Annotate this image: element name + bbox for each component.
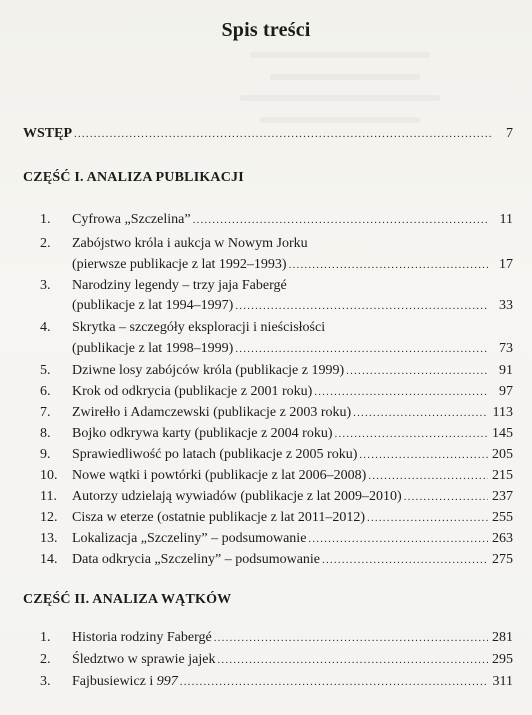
dot-leader — [314, 382, 488, 402]
page-number: 295 — [492, 652, 513, 667]
dot-leader — [214, 628, 488, 648]
bleed-through-mark — [260, 117, 420, 123]
dot-leader — [346, 361, 488, 381]
page-number: 11 — [499, 212, 513, 227]
toc-item[interactable] — [40, 403, 513, 423]
item-title: Cisza w eterze (ostatnie publikacje z lat 2011–2012) — [72, 510, 365, 525]
dot-leader — [308, 529, 488, 549]
toc-title: Spis treści — [221, 19, 311, 41]
toc-item[interactable] — [40, 628, 513, 648]
dot-leader — [74, 124, 492, 144]
item-title: Zwirełło i Adamczewski (publikacje z 2003 roku) — [72, 405, 352, 420]
toc-item[interactable] — [40, 382, 513, 402]
part2-heading: CZĘŚĆ II. ANALIZA WĄTKÓW — [23, 592, 232, 607]
item-title: Narodziny legendy – trzy jaja Fabergé — [72, 278, 287, 293]
item-number: 4. — [40, 320, 51, 335]
page-number: 215 — [492, 468, 513, 483]
page-number: 311 — [492, 674, 513, 689]
bleed-through-mark — [270, 74, 420, 80]
dot-leader — [180, 672, 488, 692]
item-number: 3. — [40, 278, 51, 293]
item-number: 1. — [40, 212, 51, 227]
toc-item-continuation[interactable] — [40, 296, 513, 316]
dot-leader — [353, 403, 488, 423]
item-title: Lokalizacja „Szczeliny” – podsumowanie — [72, 531, 307, 546]
entry-label: WSTĘP — [23, 126, 73, 141]
toc-item[interactable] — [40, 445, 513, 465]
item-number: 10. — [40, 468, 58, 483]
page-number: 237 — [492, 489, 513, 504]
toc-entry-intro[interactable] — [23, 124, 513, 144]
item-title — [72, 672, 178, 692]
page-number: 91 — [499, 363, 513, 378]
item-number: 3. — [40, 674, 51, 689]
item-title-italic: 997 — [156, 674, 178, 689]
item-number: 8. — [40, 426, 51, 441]
bleed-through-mark — [250, 52, 430, 58]
toc-item[interactable] — [40, 361, 513, 381]
item-number: 9. — [40, 447, 51, 462]
toc-item[interactable] — [40, 318, 513, 338]
page-number: 7 — [506, 126, 513, 141]
dot-leader — [235, 339, 488, 359]
item-number: 14. — [40, 552, 58, 567]
toc-item-continuation[interactable] — [40, 339, 513, 359]
item-number: 2. — [40, 652, 51, 667]
dot-leader — [367, 508, 488, 528]
bleed-through-mark — [240, 95, 440, 101]
dot-leader — [359, 445, 488, 465]
item-title-line2: (publikacje z lat 1998–1999) — [72, 341, 234, 356]
toc-item-continuation[interactable] — [40, 255, 513, 275]
page-number: 205 — [492, 447, 513, 462]
item-title: Zabójstwo króla i aukcja w Nowym Jorku — [72, 236, 308, 251]
toc-item[interactable] — [40, 487, 513, 507]
page-number: 97 — [499, 384, 513, 399]
toc-item[interactable] — [40, 550, 513, 570]
item-number: 5. — [40, 363, 51, 378]
item-title: Nowe wątki i powtórki (publikacje z lat 2006–2008) — [72, 468, 367, 483]
item-title: Sprawiedliwość po latach (publikacje z 2005 roku) — [72, 447, 358, 462]
dot-leader — [368, 466, 488, 486]
page-number: 33 — [499, 298, 513, 313]
item-number: 11. — [40, 489, 57, 504]
page-number: 113 — [492, 405, 513, 420]
item-title: Śledztwo w sprawie jajek — [72, 652, 216, 667]
item-number: 6. — [40, 384, 51, 399]
toc-item[interactable] — [40, 210, 513, 230]
dot-leader — [404, 487, 488, 507]
page-number: 263 — [492, 531, 513, 546]
dot-leader — [193, 210, 488, 230]
item-title: Dziwne losy zabójców króla (publikacje z 1999) — [72, 363, 345, 378]
item-title: Historia rodziny Fabergé — [72, 630, 212, 645]
item-title: Autorzy udzielają wywiadów (publikacje z lat 2009–2010) — [72, 489, 402, 504]
dot-leader — [335, 424, 489, 444]
item-title-line2: (publikacje z lat 1994–1997) — [72, 298, 234, 313]
dot-leader — [217, 650, 488, 670]
dot-leader — [322, 550, 488, 570]
page-number: 73 — [499, 341, 513, 356]
toc-item[interactable] — [40, 672, 513, 692]
item-title: Krok od odkrycia (publikacje z 2001 roku) — [72, 384, 313, 399]
page-number: 281 — [492, 630, 513, 645]
page-number: 17 — [499, 257, 513, 272]
item-title: Cyfrowa „Szczelina” — [72, 212, 191, 227]
dot-leader — [235, 296, 488, 316]
toc-item[interactable] — [40, 650, 513, 670]
toc-item[interactable] — [40, 529, 513, 549]
item-title-line2: (pierwsze publikacje z lat 1992–1993) — [72, 257, 287, 272]
item-number: 13. — [40, 531, 58, 546]
toc-item[interactable] — [40, 466, 513, 486]
part1-heading: CZĘŚĆ I. ANALIZA PUBLIKACJI — [23, 170, 244, 185]
item-number: 2. — [40, 236, 51, 251]
item-title-text: Fajbusiewicz i — [72, 674, 157, 689]
item-number: 12. — [40, 510, 58, 525]
page-number: 145 — [492, 426, 513, 441]
page-number: 255 — [492, 510, 513, 525]
dot-leader — [289, 255, 488, 275]
item-title: Skrytka – szczegóły eksploracji i nieścisłości — [72, 320, 326, 335]
toc-item[interactable] — [40, 424, 513, 444]
toc-item[interactable] — [40, 234, 513, 254]
toc-item[interactable] — [40, 276, 513, 296]
page-number: 275 — [492, 552, 513, 567]
item-title: Data odkrycia „Szczeliny” – podsumowanie — [72, 552, 321, 567]
item-title: Bojko odkrywa karty (publikacje z 2004 roku) — [72, 426, 333, 441]
item-number: 7. — [40, 405, 51, 420]
toc-item[interactable] — [40, 508, 513, 528]
item-number: 1. — [40, 630, 51, 645]
